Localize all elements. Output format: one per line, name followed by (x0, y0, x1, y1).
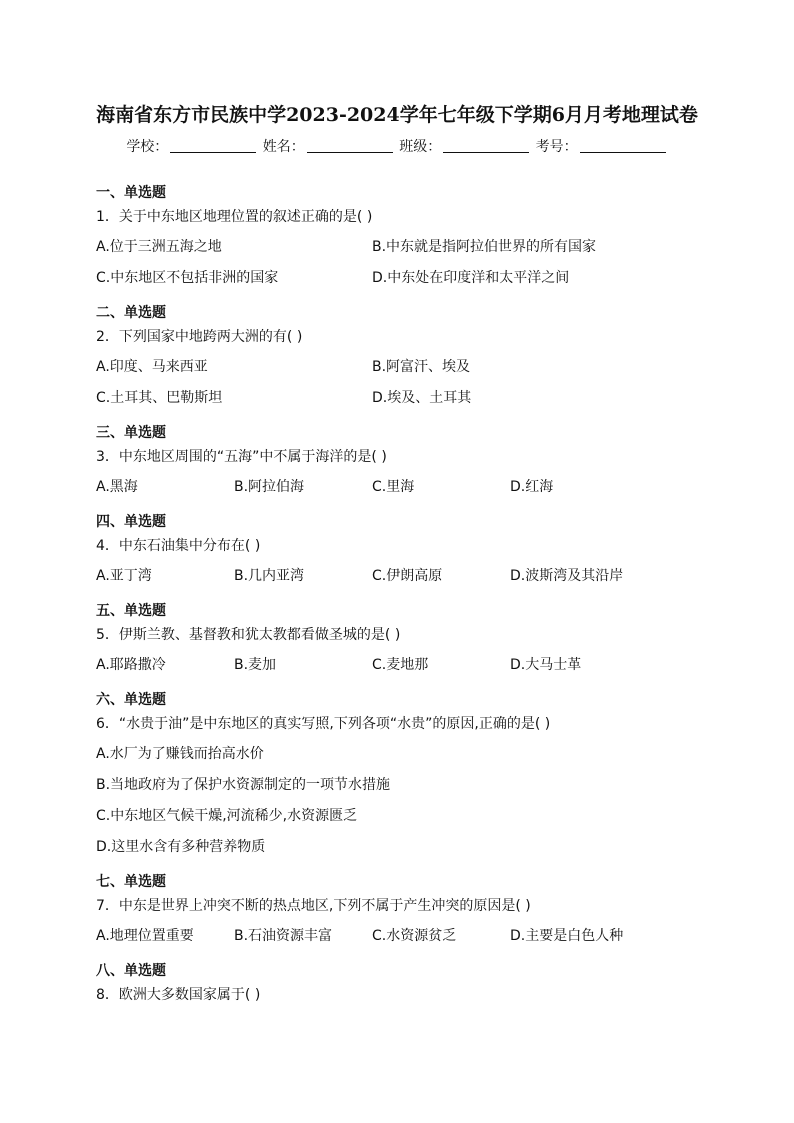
option-a: A.水厂为了赚钱而抬高水价 (96, 746, 264, 762)
question-stem: 6．“水贵于油”是中东地区的真实写照,下列各项“水贵”的原因,正确的是( ) (96, 716, 551, 732)
question-block-2 (96, 301, 716, 417)
question-block-3 (96, 421, 716, 506)
section-heading: 一、单选题 (96, 185, 166, 201)
option-d: D.中东处在印度洋和太平洋之间 (372, 270, 570, 286)
option-c: C.土耳其、巴勒斯坦 (96, 390, 223, 406)
student-info-line (0, 136, 794, 156)
name-label: 姓名： (262, 139, 305, 155)
option-d: D.埃及、土耳其 (372, 390, 472, 406)
option-list (96, 564, 716, 595)
question-stem: 5．伊斯兰教、基督教和犹太教都看做圣城的是( ) (96, 627, 401, 643)
school-label: 学校： (126, 139, 169, 155)
question-stem: 8．欧洲大多数国家属于( ) (96, 987, 261, 1003)
option-list (96, 742, 716, 866)
option-c: C.伊朗高原 (372, 568, 443, 584)
option-d: D.这里水含有多种营养物质 (96, 839, 266, 855)
name-blank (307, 138, 393, 153)
question-block-6 (96, 688, 716, 866)
option-c: C.中东地区气候干燥,河流稀少,水资源匮乏 (96, 808, 358, 824)
option-list (96, 475, 716, 506)
option-b: B.阿富汗、埃及 (372, 359, 471, 375)
option-a: A.印度、马来西亚 (96, 359, 208, 375)
option-b: B.当地政府为了保护水资源制定的一项节水措施 (96, 777, 391, 793)
class-label: 班级： (399, 139, 442, 155)
option-b: B.几内亚湾 (234, 568, 305, 584)
section-heading: 八、单选题 (96, 963, 166, 979)
section-heading: 七、单选题 (96, 874, 166, 890)
option-c: C.水资源贫乏 (372, 928, 457, 944)
exam-number-label: 考号： (535, 139, 578, 155)
option-a: A.黑海 (96, 479, 138, 495)
option-a: A.地理位置重要 (96, 928, 194, 944)
option-b: B.中东就是指阿拉伯世界的所有国家 (372, 239, 597, 255)
option-a: A.亚丁湾 (96, 568, 152, 584)
option-list (96, 924, 716, 955)
question-stem: 7．中东是世界上冲突不断的热点地区,下列不属于产生冲突的原因是( ) (96, 898, 531, 914)
question-list (96, 178, 716, 1013)
option-c: C.麦地那 (372, 657, 429, 673)
option-d: D.大马士革 (510, 657, 582, 673)
question-block-7 (96, 870, 716, 955)
question-block-4 (96, 510, 716, 595)
option-b: B.石油资源丰富 (234, 928, 333, 944)
option-c: C.中东地区不包括非洲的国家 (96, 270, 279, 286)
class-blank (443, 138, 529, 153)
option-d: D.红海 (510, 479, 554, 495)
school-blank (170, 138, 256, 153)
question-stem: 1．关于中东地区地理位置的叙述正确的是( ) (96, 209, 373, 225)
section-heading: 六、单选题 (96, 692, 166, 708)
option-list (96, 235, 716, 297)
section-heading: 三、单选题 (96, 425, 166, 441)
exam-number-blank (580, 138, 666, 153)
exam-title: 海南省东方市民族中学2023-2024学年七年级下学期6月月考地理试卷 (96, 104, 698, 126)
question-stem: 3．中东地区周围的“五海”中不属于海洋的是( ) (96, 449, 387, 465)
section-heading: 五、单选题 (96, 603, 166, 619)
option-list (96, 653, 716, 684)
option-b: B.阿拉伯海 (234, 479, 305, 495)
option-d: D.波斯湾及其沿岸 (510, 568, 624, 584)
section-heading: 四、单选题 (96, 514, 166, 530)
option-b: B.麦加 (234, 657, 277, 673)
question-block-8 (96, 959, 716, 1007)
option-d: D.主要是白色人种 (510, 928, 624, 944)
question-stem: 4．中东石油集中分布在( ) (96, 538, 261, 554)
option-list (96, 355, 716, 417)
option-a: A.耶路撒冷 (96, 657, 166, 673)
question-block-1 (96, 181, 716, 297)
option-c: C.里海 (372, 479, 415, 495)
option-a: A.位于三洲五海之地 (96, 239, 222, 255)
section-heading: 二、单选题 (96, 305, 166, 321)
question-stem: 2．下列国家中地跨两大洲的有( ) (96, 329, 303, 345)
question-block-5 (96, 599, 716, 684)
